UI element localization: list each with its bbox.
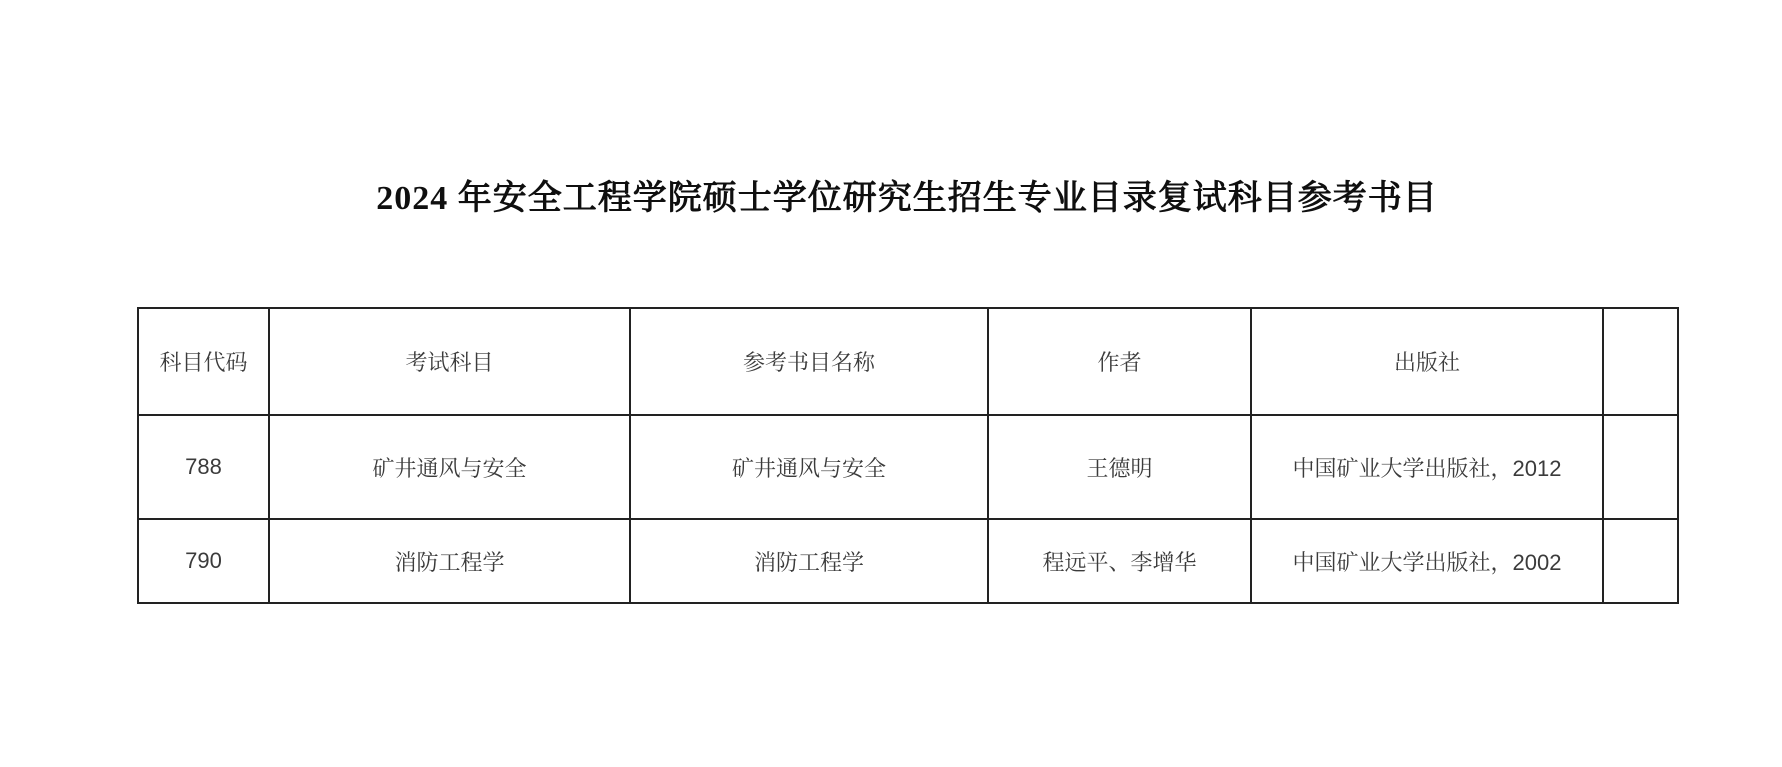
cell-author: 王德明 (988, 415, 1251, 519)
table-row (138, 519, 1678, 603)
cell-empty (1603, 519, 1678, 603)
cell-publisher: 中国矿业大学出版社，2012 (1251, 415, 1603, 519)
cell-exam-subject: 消防工程学 (269, 519, 630, 603)
header-publisher: 出版社 (1251, 308, 1603, 415)
header-exam-subject: 考试科目 (269, 308, 630, 415)
document-title: 2024 年安全工程学院硕士学位研究生招生专业目录复试科目参考书目 (376, 180, 1438, 217)
cell-publisher: 中国矿业大学出版社，2002 (1251, 519, 1603, 603)
header-subject-code: 科目代码 (138, 308, 269, 415)
header-author: 作者 (988, 308, 1251, 415)
cell-author: 程远平、李增华 (988, 519, 1251, 603)
cell-subject-code: 788 (138, 415, 269, 519)
cell-reference-book-name: 矿井通风与安全 (630, 415, 988, 519)
cell-empty (1603, 415, 1678, 519)
header-reference-book-name: 参考书目名称 (630, 308, 988, 415)
cell-exam-subject: 矿井通风与安全 (269, 415, 630, 519)
table-header-row (138, 308, 1678, 415)
header-empty (1603, 308, 1678, 415)
cell-subject-code: 790 (138, 519, 269, 603)
reference-books-table (137, 307, 1679, 604)
cell-reference-book-name: 消防工程学 (630, 519, 988, 603)
table-row (138, 415, 1678, 519)
